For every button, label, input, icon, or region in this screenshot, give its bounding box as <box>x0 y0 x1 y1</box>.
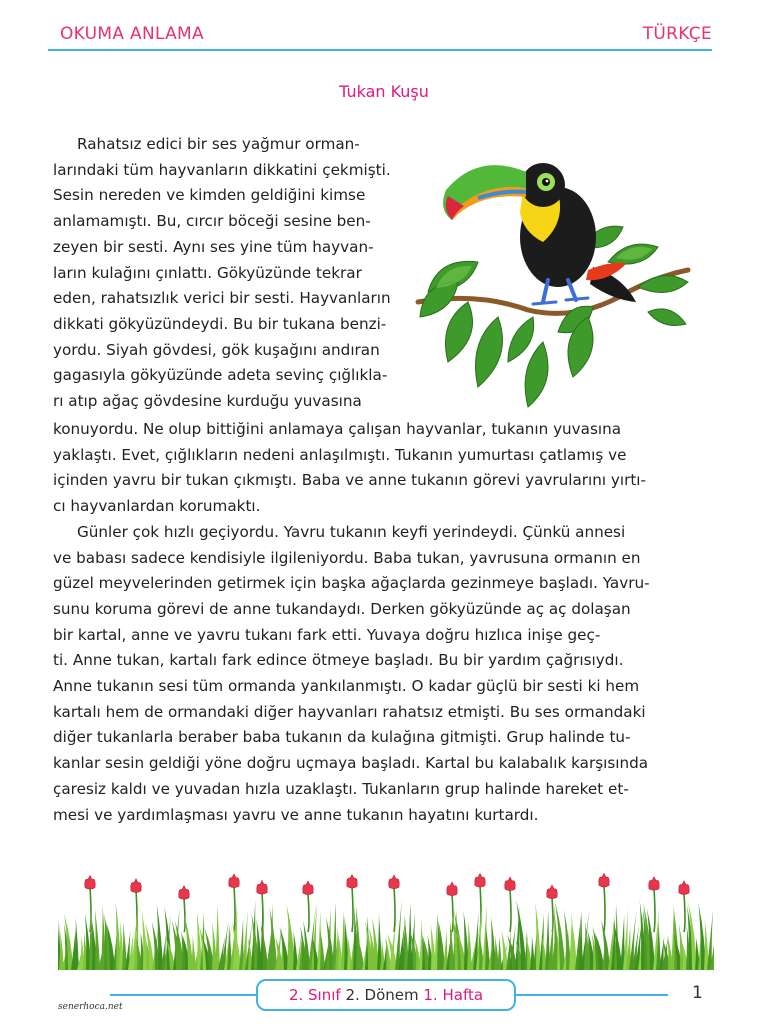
text-line: Anne tukanın sesi tüm ormanda yankılanmıştı. O kadar güçlü bir sesti ki hem <box>53 677 640 696</box>
footer-week: 1. Hafta <box>423 986 484 1004</box>
text-line: sunu koruma görevi de anne tukandaydı. Derken gökyüzünde aç aç dolaşan <box>53 599 631 618</box>
text-line: eden, rahatsızlık verici bir sesti. Hayvanların <box>53 289 391 308</box>
text-line: dikkati gökyüzündeydi. Bu bir tukana benzi- <box>53 314 387 333</box>
footer-divider-left <box>110 994 256 996</box>
text-line: Rahatsız edici bir ses yağmur orman- <box>77 135 360 153</box>
text-line: cı hayvanlardan korumaktı. <box>53 497 261 516</box>
text-line: ve babası sadece kendisiyle ilgileniyordu. Baba tukan, yavrusuna ormanın en <box>53 548 641 567</box>
text-line: mesi ve yardımlaşması yavru ve anne tukanın hayatını kurtardı. <box>53 805 539 824</box>
text-line: ların kulağını çınlattı. Gökyüzünde tekrar <box>53 263 362 282</box>
text-line: çaresiz kaldı ve yuvadan hızla uzaklaştı. Tukanların grup halinde hareket et- <box>53 779 629 798</box>
text-line: kanlar sesin geldiği yöne doğru uçmaya başladı. Kartal bu kalabalık karşısında <box>53 754 649 773</box>
text-line: güzel meyvelerinden getirmek için başka ağaçlarda gezinmeye başladı. Yavru- <box>53 574 650 593</box>
text-line: kartalı hem de ormandaki diğer hayvanları rahatsız etmişti. Bu ses ormandaki <box>53 702 646 721</box>
text-line: yaklaştı. Evet, çığlıkların nedeni anlaşılmıştı. Tukanın yumurtası çatlamış ve <box>53 445 627 464</box>
page-number: 1 <box>692 983 703 1003</box>
story-body <box>53 417 717 828</box>
footer-grade: 2. Sınıf <box>288 986 341 1004</box>
story-title: Tukan Kuşu <box>339 82 429 101</box>
text-line: anlamamıştı. Bu, cırcır böceği sesine ben- <box>53 212 371 231</box>
text-line: Günler çok hızlı geçiyordu. Yavru tukanın keyfi yerindeydi. Çünkü annesi <box>77 522 626 541</box>
text-line: rı atıp ağaç gövdesine kurduğu yuvasına <box>53 392 362 411</box>
site-watermark: senerhoca.net <box>58 1002 123 1012</box>
footer-label <box>256 979 516 1011</box>
text-line: gagasıyla gökyüzünde adeta sevinç çığlıkla- <box>53 366 388 385</box>
text-line: yordu. Siyah gövdesi, gök kuşağını andıran <box>53 340 380 359</box>
text-line: ti. Anne tukan, kartalı fark edince ötmeye başladı. Bu bir yardım çağrısıydı. <box>53 651 624 670</box>
text-line: zeyen bir sesti. Aynı ses yine tüm hayvan- <box>53 237 374 256</box>
header-subject-label: TÜRKÇE <box>642 24 712 44</box>
text-line: larındaki tüm hayvanların dikkatini çekmişti. <box>53 160 391 179</box>
header-section-label: OKUMA ANLAMA <box>60 24 204 44</box>
toucan-icon <box>408 152 692 408</box>
text-line: diğer tukanlarla beraber baba tukanın da kulağına gitmişti. Grup halinde tu- <box>53 728 631 747</box>
footer-term: 2. Dönem <box>345 986 419 1004</box>
header-divider <box>48 49 712 51</box>
text-line: Sesin nereden ve kimden geldiğini kimse <box>53 186 366 205</box>
footer-divider-right <box>516 994 668 996</box>
text-line: bir kartal, anne ve yavru tukanı fark etti. Yuvaya doğru hızlıca inişe geç- <box>53 625 601 644</box>
text-line: konuyordu. Ne olup bittiğini anlamaya çalışan hayvanlar, tukanın yuvasına <box>53 420 622 438</box>
text-line: içinden yavru bir tukan çıkmıştı. Baba ve anne tukanın görevi yavrularını yırtı- <box>53 471 647 490</box>
grass-flowers-icon <box>58 862 714 970</box>
